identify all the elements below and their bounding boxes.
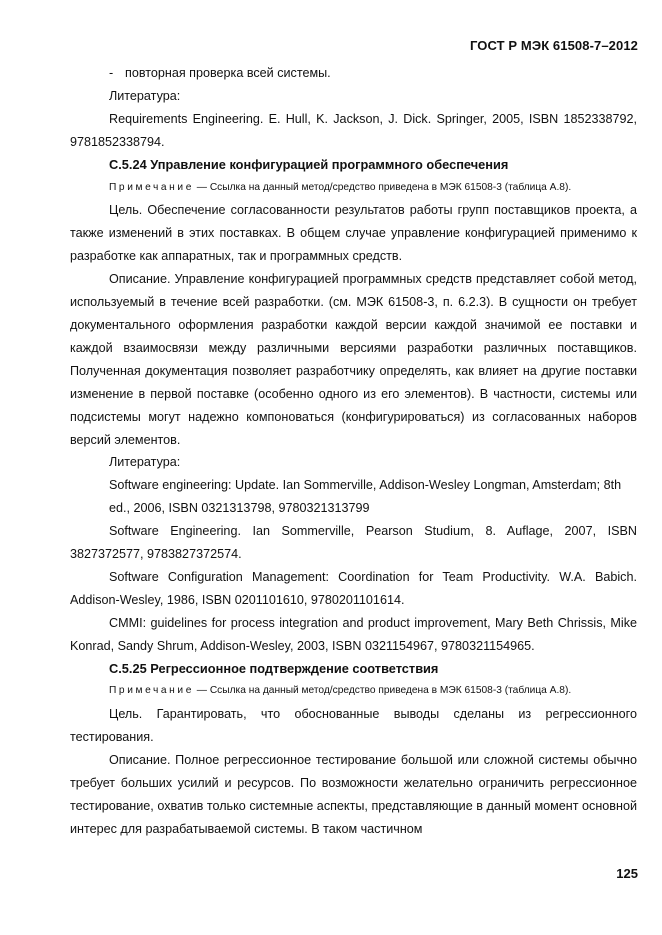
note: [70, 680, 637, 703]
list-item-text: повторная проверка всей системы.: [125, 66, 331, 80]
standard-header: ГОСТ Р МЭК 61508-7–2012: [470, 38, 638, 53]
note: [70, 177, 637, 200]
page-number: 125: [616, 866, 638, 881]
paragraph-description: Описание. Полное регрессионное тестирование большой или сложной системы обычно требует больших усилий и ресурсов. По возможности желательно ограничить регрессионное тестирование, охватив только системные аспекты, представляющие в данный момент основной интерес для разрабатываемой системы. В таком частичном: [70, 753, 637, 836]
reference-entry: Requirements Engineering. E. Hull, K. Jackson, J. Dick. Springer, 2005, ISBN 1852338792, 9781852338794.: [70, 111, 637, 149]
note-label: Примечание: [109, 181, 194, 193]
note-text: — Ссылка на данный метод/средство приведена в МЭК 61508-3 (таблица А.8).: [193, 685, 572, 697]
literature-label: Литература:: [109, 88, 181, 103]
reference-entry: CMMI: guidelines for process integration and product improvement, Mary Beth Chrissis, Mike Konrad, Sandy Shrum, Addison-Wesley, 2003, ISBN 0321154967, 9780321154965.: [70, 615, 637, 653]
note-text: — Ссылка на данный метод/средство приведена в МЭК 61508-3 (таблица А.8).: [193, 181, 572, 193]
paragraph-description: Описание. Управление конфигурацией программных средств представляет собой метод, используемый в течение всей разработки. (см. МЭК 61508-3, п. 6.2.3). В сущности он требует документального оформления разработки каждой версии каждой значимой ее поставки и каждой взаимосвязи между различными версиями разработки различных поставщиков. Полученная документация позволяет разработчику определять, как влияет на другие поставки изменение в первой поставке (особенно одного из его элементов). В частности, системы или подсистемы могут надежно компоноваться (конфигурироваться) из согласованных наборов версий элементов.: [70, 272, 637, 447]
document-body: [70, 62, 637, 841]
reference-entry: Software engineering: Update. Ian Sommerville, Addison-Wesley Longman, Amsterdam; 8th: [109, 478, 622, 493]
list-item: [70, 62, 637, 85]
literature-label: Литература:: [109, 455, 181, 470]
reference-entry: Software Configuration Management: Coordination for Team Productivity. W.A. Babich. Addison-Wesley, 1986, ISBN 0201101610, 9780201101614.: [70, 569, 637, 607]
section-heading: C.5.24 Управление конфигурацией программного обеспечения: [109, 156, 509, 172]
list-dash: -: [109, 66, 114, 80]
reference-entry: Software Engineering. Ian Sommerville, Pearson Studium, 8. Auflage, 2007, ISBN 3827372577, 9783827372574.: [70, 524, 637, 562]
section-heading: C.5.25 Регрессионное подтверждение соответствия: [109, 660, 439, 676]
reference-entry-continuation: ed., 2006, ISBN 0321313798, 9780321313799: [109, 501, 370, 516]
paragraph-goal: Цель. Гарантировать, что обоснованные выводы сделаны из регрессионного тестирования.: [70, 707, 637, 745]
paragraph-goal: Цель. Обеспечение согласованности результатов работы групп поставщиков проекта, а также изменений в этих поставках. В общем случае управление конфигурацией применимо к разработке как аппаратных, так и программных средств.: [70, 203, 637, 264]
note-label: Примечание: [109, 685, 194, 697]
